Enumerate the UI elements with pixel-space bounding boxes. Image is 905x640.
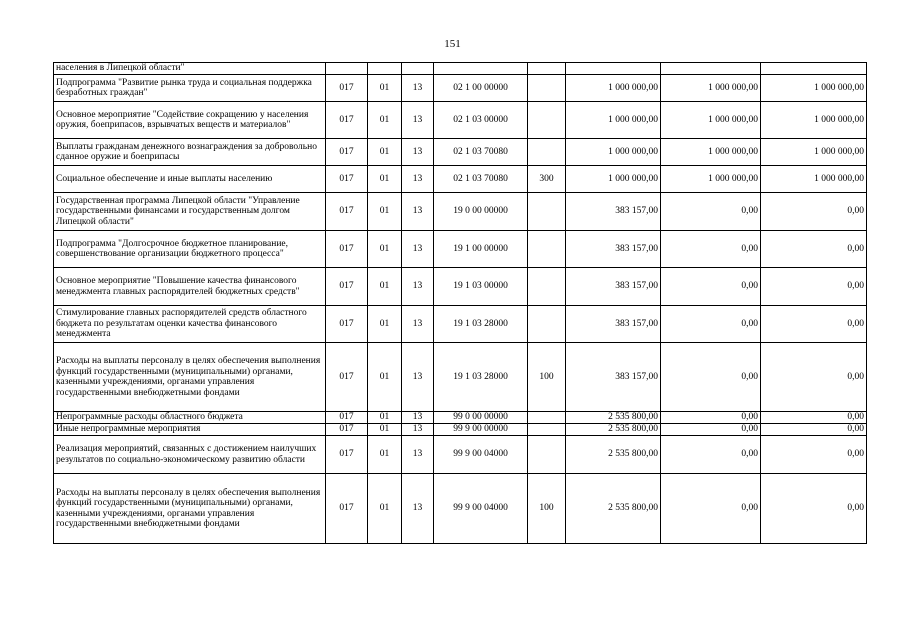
row-subsection-code: 13 bbox=[402, 193, 434, 231]
row-expense-type-code bbox=[528, 268, 566, 306]
row-section-code: 01 bbox=[368, 306, 402, 343]
table-row bbox=[54, 139, 867, 166]
row-amount-year-1: 383 157,00 bbox=[566, 343, 661, 412]
row-expense-type-code bbox=[528, 139, 566, 166]
row-amount-year-3: 1 000 000,00 bbox=[761, 166, 867, 193]
row-expense-type-code bbox=[528, 306, 566, 343]
row-amount-year-1: 383 157,00 bbox=[566, 231, 661, 268]
row-name: Государственная программа Липецкой области "Управление государственными финансами и государственным долгом Липецкой области" bbox=[54, 193, 326, 231]
row-name: Иные непрограммные мероприятия bbox=[54, 424, 326, 436]
table-row bbox=[54, 268, 867, 306]
row-amount-year-2: 0,00 bbox=[661, 424, 761, 436]
table-row bbox=[54, 193, 867, 231]
row-target-article-code: 02 1 03 70080 bbox=[434, 166, 528, 193]
row-target-article-code: 02 1 03 00000 bbox=[434, 102, 528, 139]
row-subsection-code: 13 bbox=[402, 343, 434, 412]
row-expense-type-code: 100 bbox=[528, 474, 566, 544]
row-amount-year-2: 0,00 bbox=[661, 231, 761, 268]
row-amount-year-3: 0,00 bbox=[761, 231, 867, 268]
row-target-article-code: 19 1 00 00000 bbox=[434, 231, 528, 268]
table-row bbox=[54, 424, 867, 436]
row-amount-year-3: 0,00 bbox=[761, 436, 867, 474]
row-subsection-code: 13 bbox=[402, 436, 434, 474]
row-ministry-code: 017 bbox=[326, 424, 368, 436]
row-amount-year-3: 1 000 000,00 bbox=[761, 102, 867, 139]
row-ministry-code: 017 bbox=[326, 193, 368, 231]
row-amount-year-2: 0,00 bbox=[661, 268, 761, 306]
row-amount-year-3: 0,00 bbox=[761, 268, 867, 306]
row-amount-year-2: 1 000 000,00 bbox=[661, 75, 761, 102]
row-section-code: 01 bbox=[368, 268, 402, 306]
table-row bbox=[54, 231, 867, 268]
row-amount-year-2: 0,00 bbox=[661, 412, 761, 424]
row-target-article-code: 19 0 00 00000 bbox=[434, 193, 528, 231]
row-expense-type-code bbox=[528, 412, 566, 424]
row-ministry-code: 017 bbox=[326, 139, 368, 166]
row-amount-year-1: 383 157,00 bbox=[566, 193, 661, 231]
row-name: Расходы на выплаты персоналу в целях обеспечения выполнения функций государственными (муниципальными) органами, казенными учреждениями, органами управления государственными внебюджетными фондами bbox=[54, 343, 326, 412]
row-amount-year-3: 0,00 bbox=[761, 412, 867, 424]
row-target-article-code: 19 1 03 28000 bbox=[434, 306, 528, 343]
row-subsection-code: 13 bbox=[402, 268, 434, 306]
row-subsection-code: 13 bbox=[402, 75, 434, 102]
row-name: Подпрограмма "Долгосрочное бюджетное планирование, совершенствование организации бюджетного процесса" bbox=[54, 231, 326, 268]
row-target-article-code: 02 1 03 70080 bbox=[434, 139, 528, 166]
row-target-article-code: 99 0 00 00000 bbox=[434, 412, 528, 424]
row-name: Основное мероприятие "Повышение качества финансового менеджмента главных распорядителей бюджетных средств" bbox=[54, 268, 326, 306]
row-target-article-code: 99 9 00 04000 bbox=[434, 474, 528, 544]
row-amount-year-1: 383 157,00 bbox=[566, 306, 661, 343]
row-amount-year-1: 2 535 800,00 bbox=[566, 436, 661, 474]
row-section-code: 01 bbox=[368, 193, 402, 231]
row-subsection-code bbox=[402, 63, 434, 75]
row-expense-type-code bbox=[528, 102, 566, 139]
row-section-code: 01 bbox=[368, 412, 402, 424]
row-subsection-code: 13 bbox=[402, 231, 434, 268]
row-ministry-code: 017 bbox=[326, 231, 368, 268]
row-subsection-code: 13 bbox=[402, 306, 434, 343]
row-amount-year-2: 1 000 000,00 bbox=[661, 139, 761, 166]
row-amount-year-2: 0,00 bbox=[661, 193, 761, 231]
row-section-code: 01 bbox=[368, 424, 402, 436]
row-subsection-code: 13 bbox=[402, 474, 434, 544]
row-subsection-code: 13 bbox=[402, 412, 434, 424]
row-expense-type-code: 300 bbox=[528, 166, 566, 193]
row-section-code: 01 bbox=[368, 343, 402, 412]
row-section-code: 01 bbox=[368, 75, 402, 102]
row-amount-year-1: 1 000 000,00 bbox=[566, 75, 661, 102]
table-row bbox=[54, 474, 867, 544]
row-amount-year-3: 1 000 000,00 bbox=[761, 75, 867, 102]
row-amount-year-1: 2 535 800,00 bbox=[566, 474, 661, 544]
table-row bbox=[54, 102, 867, 139]
row-amount-year-1: 1 000 000,00 bbox=[566, 139, 661, 166]
row-ministry-code: 017 bbox=[326, 102, 368, 139]
row-name: Расходы на выплаты персоналу в целях обеспечения выполнения функций государственными (муниципальными) органами, казенными учреждениями, органами управления государственными внебюджетными фондами bbox=[54, 474, 326, 544]
row-amount-year-2: 1 000 000,00 bbox=[661, 102, 761, 139]
row-ministry-code: 017 bbox=[326, 306, 368, 343]
row-target-article-code: 99 9 00 04000 bbox=[434, 436, 528, 474]
row-subsection-code: 13 bbox=[402, 166, 434, 193]
table-row bbox=[54, 306, 867, 343]
table-row bbox=[54, 343, 867, 412]
row-expense-type-code bbox=[528, 63, 566, 75]
row-expense-type-code bbox=[528, 193, 566, 231]
row-subsection-code: 13 bbox=[402, 424, 434, 436]
row-section-code: 01 bbox=[368, 231, 402, 268]
row-target-article-code bbox=[434, 63, 528, 75]
budget-table bbox=[53, 62, 867, 544]
row-section-code: 01 bbox=[368, 474, 402, 544]
row-ministry-code: 017 bbox=[326, 436, 368, 474]
row-amount-year-1: 2 535 800,00 bbox=[566, 412, 661, 424]
table-row bbox=[54, 436, 867, 474]
row-ministry-code: 017 bbox=[326, 268, 368, 306]
row-amount-year-3: 0,00 bbox=[761, 424, 867, 436]
table-row bbox=[54, 75, 867, 102]
row-amount-year-2: 0,00 bbox=[661, 436, 761, 474]
row-name: Непрограммные расходы областного бюджета bbox=[54, 412, 326, 424]
row-amount-year-3: 0,00 bbox=[761, 474, 867, 544]
table-row bbox=[54, 63, 867, 75]
row-ministry-code: 017 bbox=[326, 343, 368, 412]
row-amount-year-1: 1 000 000,00 bbox=[566, 166, 661, 193]
row-subsection-code: 13 bbox=[402, 139, 434, 166]
row-section-code: 01 bbox=[368, 139, 402, 166]
row-section-code: 01 bbox=[368, 436, 402, 474]
row-amount-year-3: 1 000 000,00 bbox=[761, 139, 867, 166]
row-amount-year-2 bbox=[661, 63, 761, 75]
row-amount-year-1: 2 535 800,00 bbox=[566, 424, 661, 436]
row-expense-type-code bbox=[528, 75, 566, 102]
row-section-code: 01 bbox=[368, 166, 402, 193]
row-name: Подпрограмма "Развитие рынка труда и социальная поддержка безработных граждан" bbox=[54, 75, 326, 102]
row-target-article-code: 02 1 00 00000 bbox=[434, 75, 528, 102]
row-target-article-code: 19 1 03 28000 bbox=[434, 343, 528, 412]
row-name: Выплаты гражданам денежного вознаграждения за добровольно сданное оружие и боеприпасы bbox=[54, 139, 326, 166]
row-amount-year-1: 1 000 000,00 bbox=[566, 102, 661, 139]
row-amount-year-3: 0,00 bbox=[761, 306, 867, 343]
row-name: Стимулирование главных распорядителей средств областного бюджета по результатам оценки качества финансового менеджмента bbox=[54, 306, 326, 343]
row-ministry-code: 017 bbox=[326, 166, 368, 193]
row-amount-year-3: 0,00 bbox=[761, 343, 867, 412]
row-name: Реализация мероприятий, связанных с достижением наилучших результатов по социально-экономическому развитию области bbox=[54, 436, 326, 474]
row-amount-year-1 bbox=[566, 63, 661, 75]
row-amount-year-3 bbox=[761, 63, 867, 75]
row-expense-type-code bbox=[528, 424, 566, 436]
row-name: Социальное обеспечение и иные выплаты населению bbox=[54, 166, 326, 193]
row-amount-year-2: 0,00 bbox=[661, 306, 761, 343]
row-subsection-code: 13 bbox=[402, 102, 434, 139]
row-amount-year-1: 383 157,00 bbox=[566, 268, 661, 306]
row-ministry-code bbox=[326, 63, 368, 75]
row-target-article-code: 19 1 03 00000 bbox=[434, 268, 528, 306]
row-section-code: 01 bbox=[368, 102, 402, 139]
row-expense-type-code bbox=[528, 436, 566, 474]
row-name: населения в Липецкой области" bbox=[54, 63, 326, 75]
page-number: 151 bbox=[444, 38, 461, 50]
row-amount-year-2: 0,00 bbox=[661, 343, 761, 412]
row-expense-type-code bbox=[528, 231, 566, 268]
row-section-code bbox=[368, 63, 402, 75]
table-row bbox=[54, 166, 867, 193]
row-name: Основное мероприятие "Содействие сокращению у населения оружия, боеприпасов, взрывчатых веществ и материалов" bbox=[54, 102, 326, 139]
row-amount-year-2: 1 000 000,00 bbox=[661, 166, 761, 193]
row-amount-year-2: 0,00 bbox=[661, 474, 761, 544]
row-expense-type-code: 100 bbox=[528, 343, 566, 412]
row-ministry-code: 017 bbox=[326, 412, 368, 424]
row-ministry-code: 017 bbox=[326, 474, 368, 544]
row-amount-year-3: 0,00 bbox=[761, 193, 867, 231]
row-ministry-code: 017 bbox=[326, 75, 368, 102]
table-body bbox=[54, 63, 867, 544]
row-target-article-code: 99 9 00 00000 bbox=[434, 424, 528, 436]
table-row bbox=[54, 412, 867, 424]
